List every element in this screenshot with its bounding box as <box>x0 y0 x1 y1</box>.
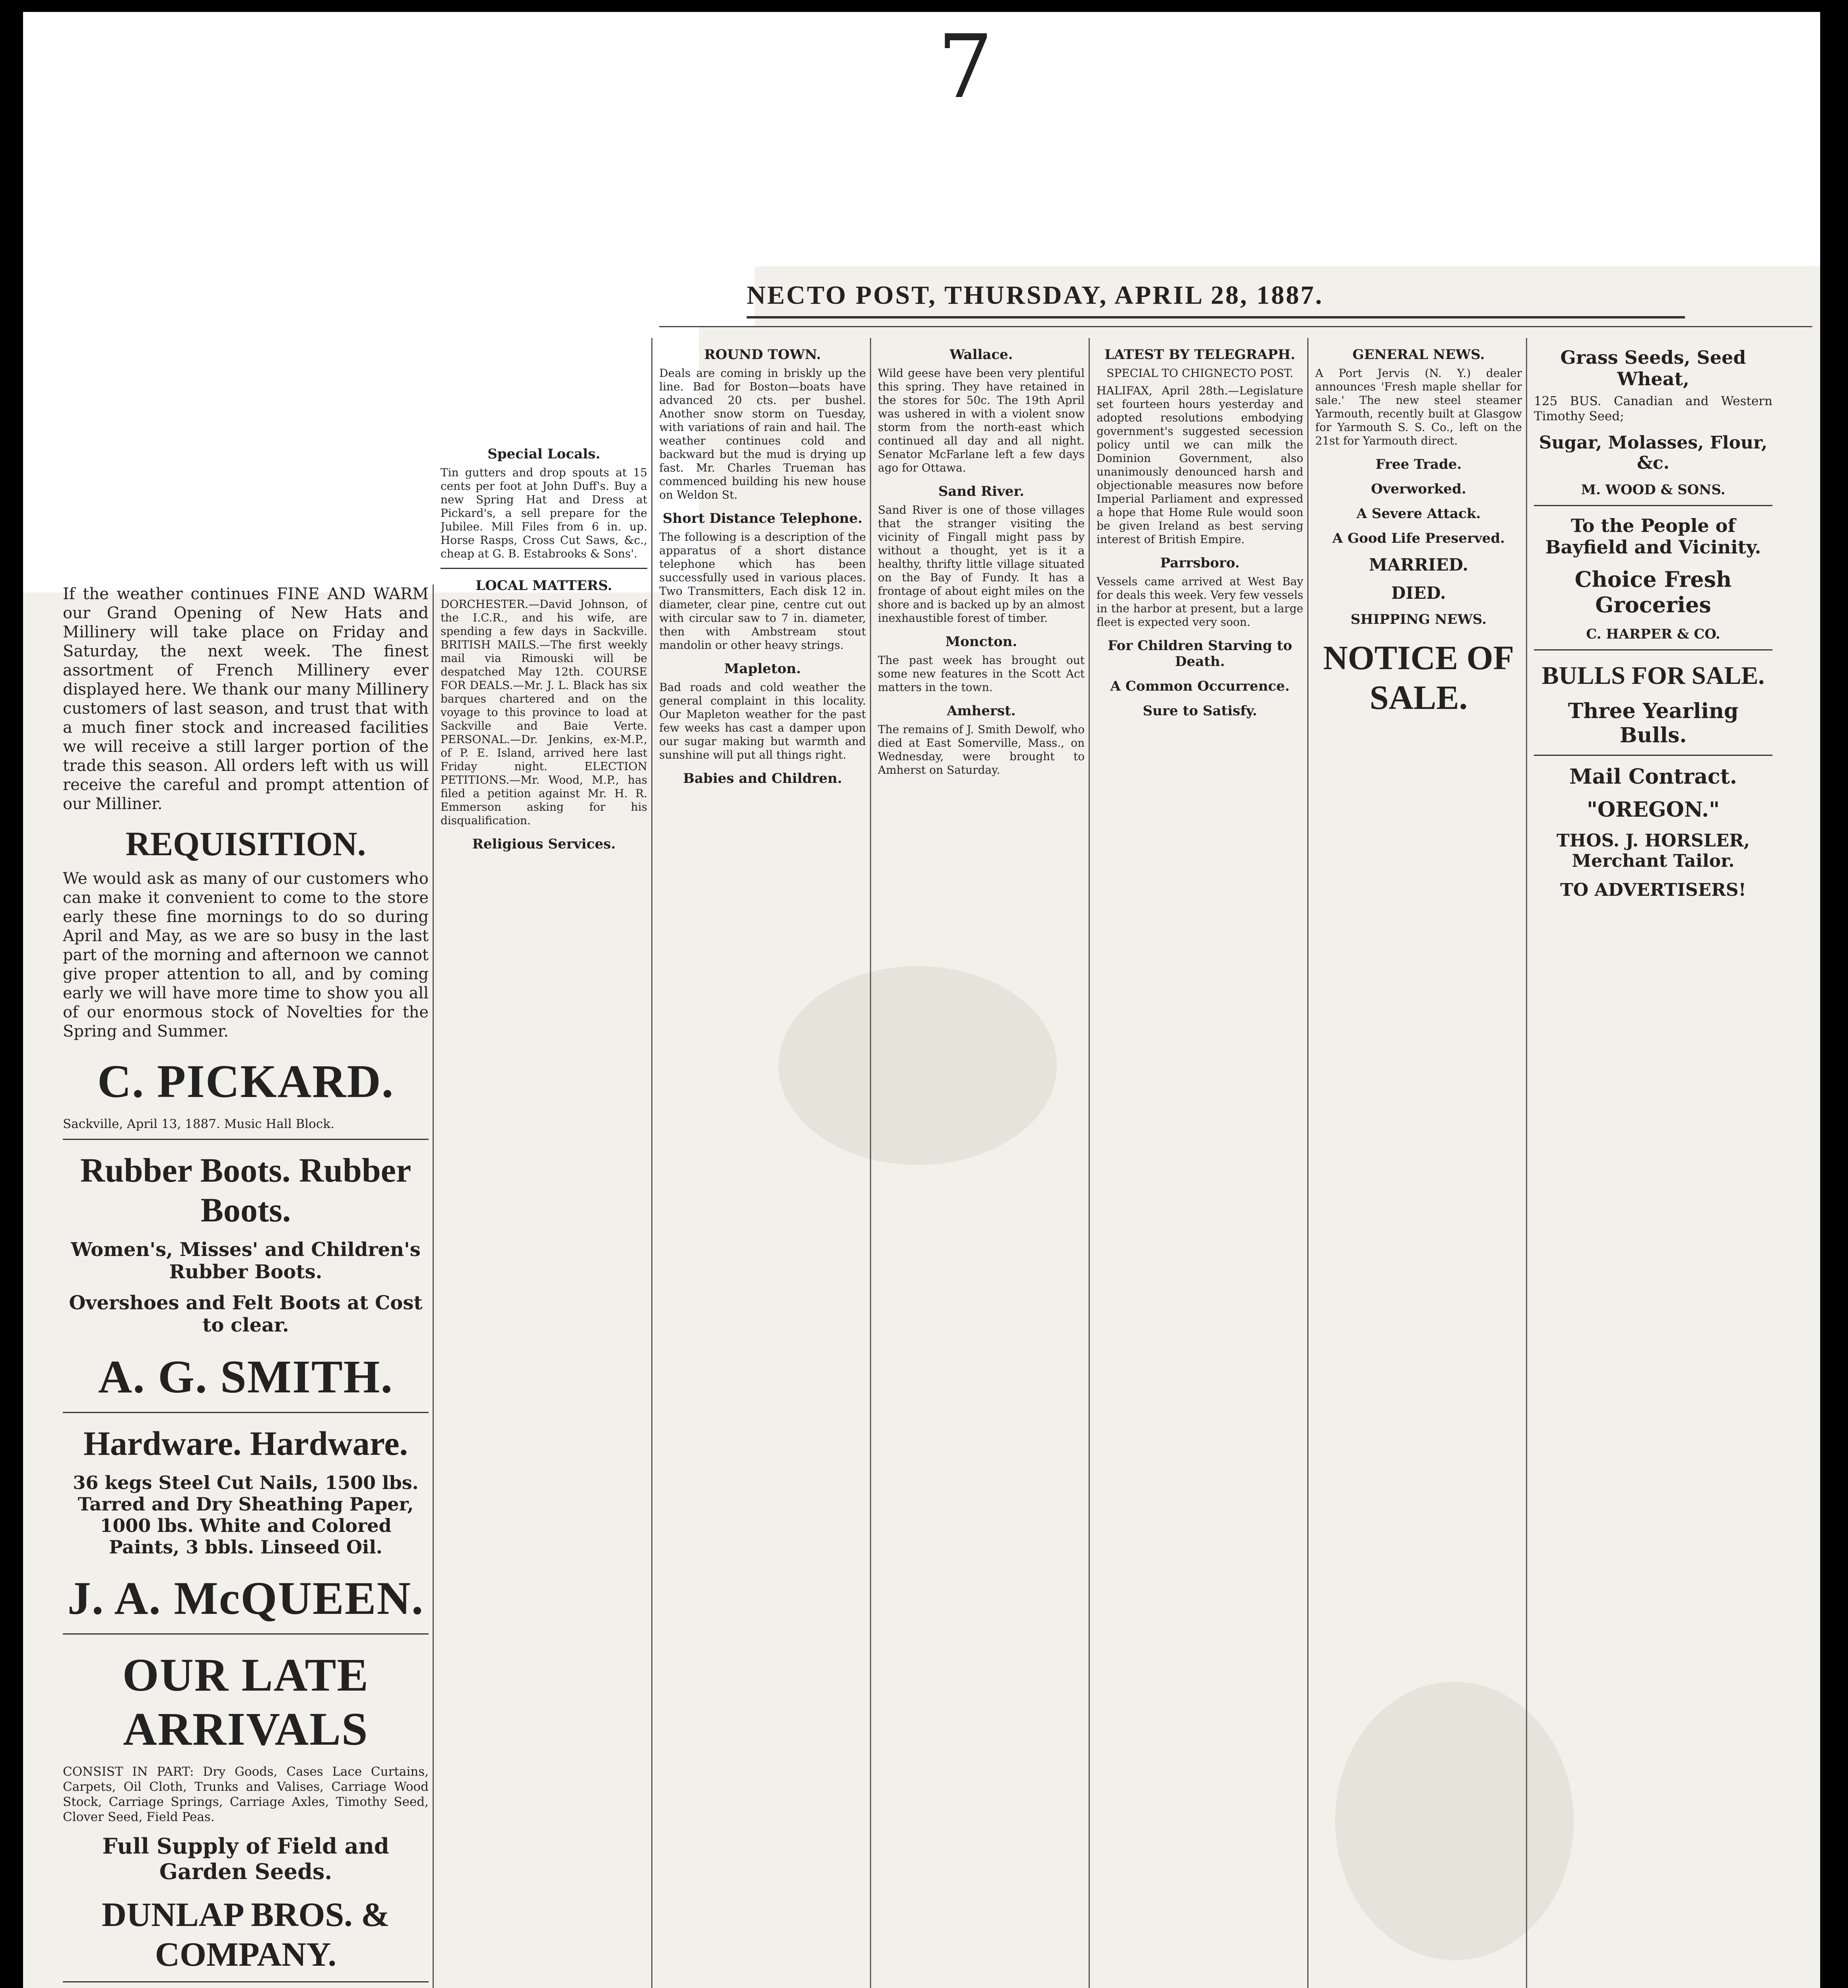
shipping-news-heading: SHIPPING NEWS. <box>1351 612 1487 627</box>
sugar-molasses-heading: Sugar, Molasses, Flour, &c. <box>1539 433 1768 473</box>
newspaper-page <box>23 12 1820 1988</box>
overworked-heading: Overworked. <box>1371 481 1466 497</box>
round-town-text: Deals are coming in briskly up the line. Bad for Boston—boats have advanced 20 cts. per bushel. Another snow storm on Tuesday, with variations of rain and hail. The weather continues cold and backward but the mud is drying up fast. Mr. Charles Trueman has commenced building his new house on Weldon St. <box>659 367 866 501</box>
oregon-heading: "OREGON." <box>1586 798 1720 822</box>
column-5 <box>1097 338 1303 1988</box>
column-2 <box>441 437 647 1988</box>
harper-name: C. HARPER & CO. <box>1586 626 1720 642</box>
telephone-text: The following is a description of the apparatus of a short distance telephone which has been successfully used in various places. Two Transmitters, Each disk 12 in. diameter, clear pine, centre cut out with circular saw to 7 in. diameter, then with Ambstream stout mandolin or other heavy strings. <box>659 530 866 652</box>
advertisers-heading: TO ADVERTISERS! <box>1560 880 1746 900</box>
divider <box>63 1981 429 1982</box>
masthead: NECTO POST, THURSDAY, APRIL 28, 1887. <box>747 280 1685 318</box>
amherst-text: The remains of J. Smith Dewolf, who died at East Somerville, Mass., on Wednesday, were brought to Amherst on Saturday. <box>878 723 1085 777</box>
children-heading: For Children Starving to Death. <box>1108 638 1292 670</box>
local-matters-heading: LOCAL MATTERS. <box>476 578 612 594</box>
mail-contract-heading: Mail Contract. <box>1569 765 1737 789</box>
column-7 <box>1534 338 1772 1988</box>
telegraph-subheading: SPECIAL TO CHIGNECTO POST. <box>1106 367 1293 380</box>
married-heading: MARRIED. <box>1369 555 1469 575</box>
rubber-boots-heading: Rubber Boots. Rubber Boots. <box>80 1151 412 1229</box>
divider <box>1534 505 1772 506</box>
mcqueen-name: J. A. McQUEEN. <box>67 1572 424 1624</box>
special-locals-heading: Special Locals. <box>487 446 600 462</box>
divider <box>1534 755 1772 756</box>
column-rule <box>870 338 871 1988</box>
column-6 <box>1315 338 1522 1988</box>
bulls-for-sale-heading: BULLS FOR SALE. <box>1541 661 1765 689</box>
column-rule <box>1307 338 1308 1988</box>
masthead-rule <box>659 326 1812 327</box>
hardware-heading: Hardware. Hardware. <box>83 1424 408 1462</box>
sure-to-satisfy-heading: Sure to Satisfy. <box>1143 703 1257 719</box>
general-news-heading: GENERAL NEWS. <box>1352 347 1485 363</box>
divider <box>441 568 647 569</box>
common-occurrence-heading: A Common Occurrence. <box>1110 678 1290 694</box>
sand-river-heading: Sand River. <box>938 483 1025 499</box>
divider <box>1534 649 1772 650</box>
divider <box>63 1412 429 1413</box>
mapleton-heading: Mapleton. <box>724 661 801 677</box>
smith-name: A. G. SMITH. <box>98 1351 393 1403</box>
requisition-text: We would ask as many of our customers who can make it convenient to come to the store early these fine mornings to do so during April and May, as we are so busy in the last part of the morning and afternoon we cannot give proper attention to all, and by coming early we will have more time to show you all of our enormous stock of Novelties for the Spring and Summer. <box>63 870 429 1041</box>
severe-attack-heading: A Severe Attack. <box>1356 506 1481 522</box>
overshoes-line: Overshoes and Felt Boots at Cost to clear. <box>69 1292 423 1336</box>
died-heading: DIED. <box>1391 583 1446 603</box>
hardware-list: 36 kegs Steel Cut Nails, 1500 lbs. Tarred and Dry Sheathing Paper, 1000 lbs. White and Colored Paints, 3 bbls. Linseed Oil. <box>73 1472 419 1558</box>
round-town-heading: ROUND TOWN. <box>704 347 821 363</box>
requisition-heading: REQUISITION. <box>125 825 366 863</box>
column-rule <box>651 338 652 1988</box>
column-4 <box>878 338 1085 1988</box>
pickard-name: C. PICKARD. <box>97 1055 394 1107</box>
telephone-heading: Short Distance Telephone. <box>662 511 863 526</box>
notice-of-sale-heading: NOTICE OF SALE. <box>1323 639 1514 716</box>
column-rule <box>433 584 434 1988</box>
rubber-boots-subheading: Women's, Misses' and Children's Rubber Boots. <box>71 1239 421 1283</box>
free-trade-heading: Free Trade. <box>1375 456 1462 472</box>
moncton-text: The past week has brought out some new features in the Scott Act matters in the town. <box>878 654 1085 694</box>
millinery-notice: If the weather continues FINE AND WARM our Grand Opening of New Hats and Millinery will take place on Friday and Saturday, the next week. The finest assortment of French Millinery ever displayed here. We thank our many Millinery customers of last season, and trust that with a much finer stock and increased facilities we will receive a still larger portion of the trade this season. All orders left with us will receive the careful and prompt attention of our Milliner. <box>63 585 429 813</box>
choice-groceries-heading: Choice Fresh Groceries <box>1574 567 1732 617</box>
page-number: 7 <box>938 16 993 118</box>
wood-sons-name: M. WOOD & SONS. <box>1581 482 1726 498</box>
sand-river-text: Sand River is one of those villages that the stranger visiting the vicinity of Fingall might pass by without a thought, yet is it a healthy, thrifty little village situated on the Bay of Fundy. It has a frontage of about eight miles on the shore and is backed up by an almost inexhaustible forest of timber. <box>878 503 1085 625</box>
divider <box>63 1139 429 1140</box>
timothy-seed-line: 125 BUS. Canadian and Western Timothy Seed; <box>1534 394 1772 423</box>
local-matters-text: DORCHESTER.—David Johnson, of the I.C.R., and his wife, are spending a few days in Sackville. BRITISH MAILS.—The first weekly mail via Rimouski will be despatched May 12th. COURSE FOR DEALS.—Mr. J. L. Black has six barques chartered and on the voyage to this province to load at Sackville and Baie Verte. PERSONAL.—Dr. Jenkins, ex-M.P., of P. E. Island, arrived here last Friday night. ELECTION PETITIONS.—Mr. Wood, M.P., has filed a petition against Mr. H. R. Emmerson asking for his disqualification. <box>441 598 647 827</box>
horsler-name: THOS. J. HORSLER, Merchant Tailor. <box>1556 831 1750 871</box>
column-rule <box>1089 338 1090 1988</box>
late-arrivals-list: CONSIST IN PART: Dry Goods, Cases Lace Curtains, Carpets, Oil Cloth, Trunks and Valises, Carriage Wood Stock, Carriage Springs, Carriage Axles, Timothy Seed, Clover Seed, Field Peas. <box>63 1765 429 1824</box>
special-locals-text: Tin gutters and drop spouts at 15 cents per foot at John Duff's. Buy a new Spring Hat and Dress at Pickard's, a sell prepare for the Jubilee. Mill Files from 6 in. up. Horse Rasps, Cross Cut Saws, &c., cheap at G. B. Estabrooks & Sons'. <box>441 466 647 560</box>
telegraph-text: HALIFAX, April 28th.—Legislature set fourteen hours yesterday and adopted resolutions embodying government's suggested secession policy until we can milk the Dominion Government, also unanimously denounced harsh and objectionable measures now before Imperial Parliament and expressed a hope that Home Rule would soon be given Ireland as best serving interest of British Empire. <box>1097 384 1303 546</box>
yearling-bulls-heading: Three Yearling Bulls. <box>1568 699 1739 747</box>
column-3 <box>659 338 866 1988</box>
amherst-heading: Amherst. <box>947 703 1016 719</box>
grass-seeds-heading: Grass Seeds, Seed Wheat, <box>1560 347 1746 390</box>
mapleton-text: Bad roads and cold weather the general complaint in this locality. Our Mapleton weather for the past few weeks has cast a damper upon our sugar making but warmth and sunshine will put all things right. <box>659 681 866 761</box>
telegraph-heading: LATEST BY TELEGRAPH. <box>1105 347 1295 363</box>
divider <box>63 1633 429 1635</box>
late-arrivals-heading: OUR LATE ARRIVALS <box>122 1649 369 1755</box>
parrsboro-heading: Parrsboro. <box>1160 555 1240 571</box>
pickard-address: Sackville, April 13, 1887. Music Hall Block. <box>63 1117 334 1131</box>
moncton-heading: Moncton. <box>945 634 1017 650</box>
torn-paper-area-2 <box>572 266 755 326</box>
dunlap-name: DUNLAP BROS. & COMPANY. <box>102 1895 390 1973</box>
religious-services-heading: Religious Services. <box>472 836 616 852</box>
life-preserved-heading: A Good Life Preserved. <box>1332 530 1505 546</box>
column-1 <box>63 584 429 1988</box>
general-news-text: A Port Jervis (N. Y.) dealer announces 'Fresh maple shellar for sale.' The new steel steamer Yarmouth, recently built at Glasgow for Yarmouth S. S. Co., left on the 21st for Yarmouth direct. <box>1315 367 1522 447</box>
wallace-text: Wild geese have been very plentiful this spring. They have retained in the stores for 50c. The 19th April was ushered in with a violent snow storm from the north-east which continued all day and all night. Senator McFarlane left a few days ago for Ottawa. <box>878 367 1085 474</box>
seeds-line: Full Supply of Field and Garden Seeds. <box>102 1833 389 1884</box>
column-rule <box>1526 338 1527 1988</box>
wallace-heading: Wallace. <box>949 347 1013 363</box>
babies-heading: Babies and Children. <box>683 771 842 786</box>
bayfield-heading: To the People of Bayfield and Vicinity. <box>1545 515 1761 558</box>
parrsboro-text: Vessels came arrived at West Bay for deals this week. Very few vessels in the harbor at present, but a large fleet is expected very soon. <box>1097 575 1303 629</box>
